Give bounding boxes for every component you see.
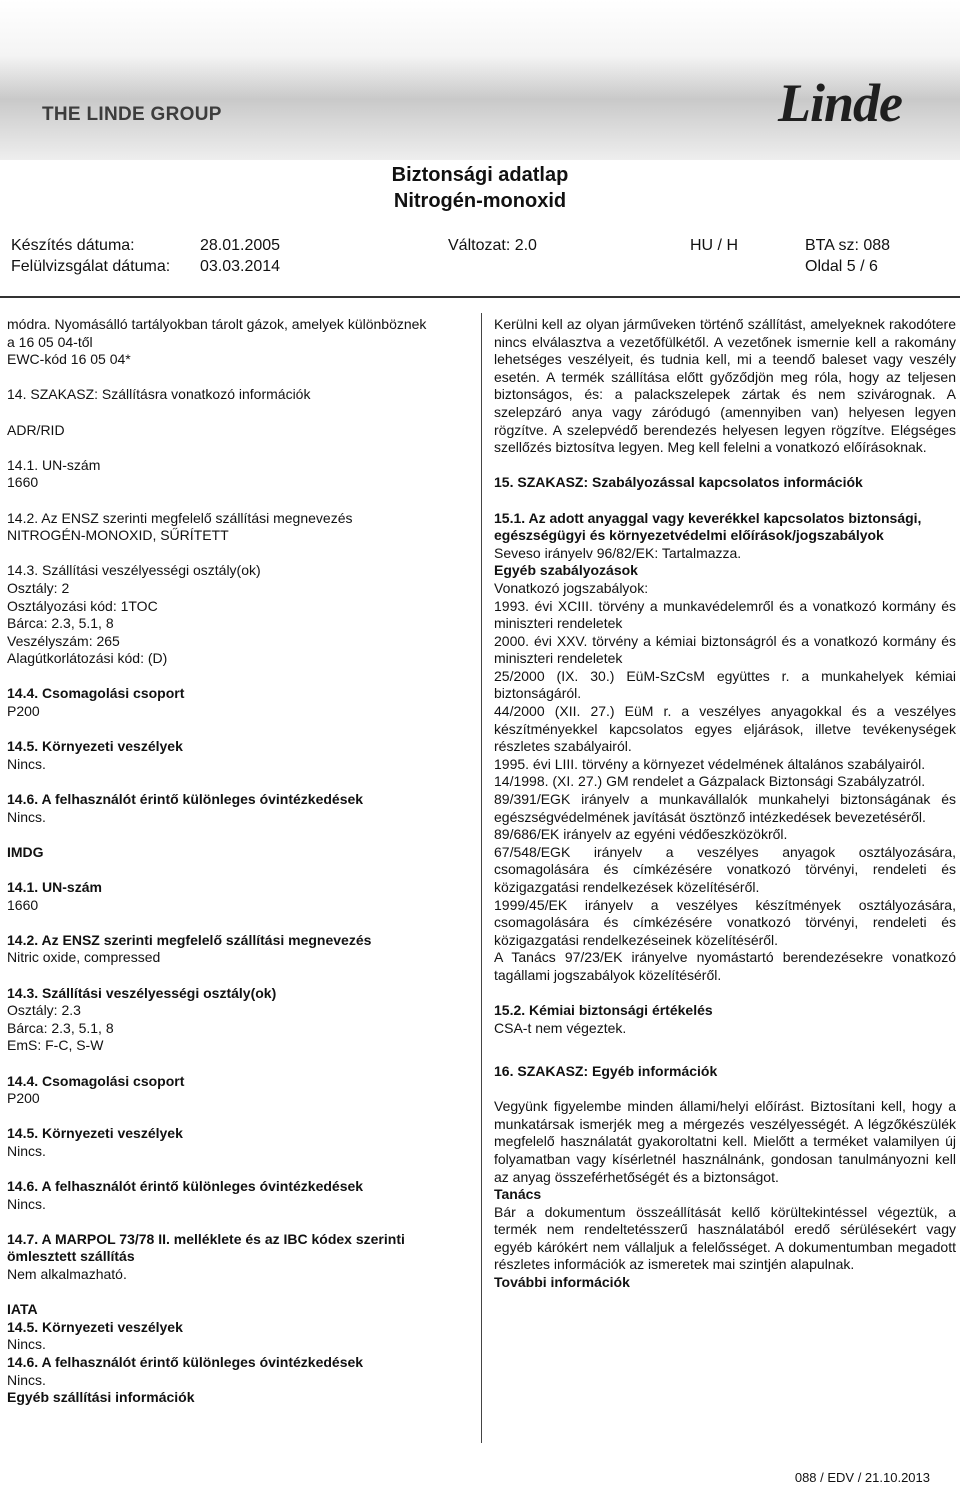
imdg-un-number-value: 1660 xyxy=(7,896,39,913)
imdg-env-hazards-value: Nincs. xyxy=(7,1142,46,1159)
adr-precautions-value: Nincs. xyxy=(7,808,46,825)
law-item: 44/2000 (XII. 27.) EüM r. a veszélyes anyagokkal és a veszélyes készítményekkel kapcsolatos egyes eljárások, illetve tevékenységek részletes szabályairól. xyxy=(494,703,956,755)
iata-title: IATA xyxy=(7,1301,38,1318)
created-date-value: 28.01.2005 xyxy=(200,237,281,254)
country-code: HU / H xyxy=(690,237,738,254)
footer-code: 088 / EDV / 21.10.2013 xyxy=(794,1470,930,1485)
adr-packing-group-title: 14.4. Csomagolási csoport xyxy=(7,685,185,702)
law-item: 25/2000 (IX. 30.) EüM-SzCsM együttes r. a munkahelyek kémiai biztonságáról. xyxy=(494,667,956,702)
right-column xyxy=(494,316,956,1292)
created-date-label: Készítés dátuma: xyxy=(11,237,135,254)
linde-logo: Linde xyxy=(778,73,902,133)
adr-un-number-title: 14.1. UN-szám xyxy=(7,456,101,473)
section-15-title: 15. SZAKASZ: Szabályozással kapcsolatos információk xyxy=(494,474,863,491)
imdg-shipping-name-title: 14.2. Az ENSZ szerinti megfelelő szállítási megnevezés xyxy=(7,931,372,948)
imdg-hazard-class-line: Osztály: 2.3 xyxy=(7,1002,81,1019)
section-14-title: 14. SZAKASZ: Szállításra vonatkozó információk xyxy=(7,386,311,403)
section-16-title: 16. SZAKASZ: Egyéb információk xyxy=(494,1062,718,1079)
reviewed-date-value: 03.03.2014 xyxy=(200,258,281,275)
reviewed-date-label: Felülvizsgálat dátuma: xyxy=(11,258,171,275)
seveso-directive: Seveso irányelv 96/82/EK: Tartalmazza. xyxy=(494,544,742,561)
adr-packing-group-value: P200 xyxy=(7,703,40,720)
document-subtitle: Nitrogén-monoxid xyxy=(393,190,567,212)
other-regulations-title: Egyéb szabályozások xyxy=(494,562,638,579)
adr-hazard-class-line: Veszélyszám: 265 xyxy=(7,632,120,649)
iata-precautions-title: 14.6. A felhasználót érintő különleges óvintézkedések xyxy=(7,1354,364,1371)
adr-title: ADR/RID xyxy=(7,421,65,438)
imdg-hazard-class-line: Bárca: 2.3, 5.1, 8 xyxy=(7,1019,114,1036)
section-15-2-value: CSA-t nem végeztek. xyxy=(494,1019,627,1036)
version-label: Változat: 2.0 xyxy=(448,237,537,254)
adr-hazard-class-line: Osztály: 2 xyxy=(7,579,70,596)
imdg-env-hazards-title: 14.5. Környezeti veszélyek xyxy=(7,1125,183,1142)
adr-hazard-class-line: Alagútkorlátozási kód: (D) xyxy=(7,650,168,667)
marpol-title: 14.7. A MARPOL 73/78 II. melléklete és az IBC kódex szerinti ömlesztett szállítás xyxy=(7,1230,405,1265)
imdg-hazard-class-line: EmS: F-C, S-W xyxy=(7,1037,104,1054)
iata-env-hazards-value: Nincs. xyxy=(7,1336,46,1353)
iata-precautions-value: Nincs. xyxy=(7,1371,46,1388)
law-item: 1999/45/EK irányelv a veszélyes készítmények osztályozására, csomagolására és címkézésére vonatkozó törvényi, rendeleti és közigazgatási rendelkezéseinek közelítéséről. xyxy=(494,896,956,948)
adr-env-hazards-title: 14.5. Környezeti veszélyek xyxy=(7,738,183,755)
law-item: 1995. évi LIII. törvény a környezet védelmének általános szabályairól. xyxy=(494,755,926,772)
document-title: Biztonsági adatlap xyxy=(391,164,569,186)
imdg-precautions-title: 14.6. A felhasználót érintő különleges óvintézkedések xyxy=(7,1178,364,1195)
imdg-precautions-value: Nincs. xyxy=(7,1195,46,1212)
intro-line: módra. Nyomásálló tartályokban tárolt gázok, amelyek különböznek xyxy=(7,316,427,332)
law-item: 89/391/EGK irányelv a munkavállalók munkahelyi biztonságának és egészségvédelmének javítását ösztönző intézkedések bevezetéséről. xyxy=(494,791,956,825)
intro-line: a 16 05 04-től xyxy=(7,333,93,350)
law-item: 1993. évi XCIII. törvény a munkavédelemről és a vonatkozó kormány és miniszteri rendeletek xyxy=(494,597,956,632)
column-divider xyxy=(481,313,482,1443)
imdg-shipping-name-value: Nitric oxide, compressed xyxy=(7,949,161,966)
other-transport-title: Egyéb szállítási információk xyxy=(7,1389,195,1406)
imdg-packing-group-title: 14.4. Csomagolási csoport xyxy=(7,1072,185,1089)
law-item: 2000. évi XXV. törvény a kémiai biztonságról és a vonatkozó kormány és miniszteri rendeletek xyxy=(494,632,956,667)
related-laws-label: Vonatkozó jogszabályok: xyxy=(494,579,649,596)
further-info-title: További információk xyxy=(494,1274,630,1291)
adr-shipping-name-value: NITROGÉN-MONOXID, SŰRÍTETT xyxy=(7,527,229,544)
adr-shipping-name-title: 14.2. Az ENSZ szerinti megfelelő szállítási megnevezés xyxy=(7,509,353,526)
imdg-packing-group-value: P200 xyxy=(7,1090,40,1107)
marpol-value: Nem alkalmazható. xyxy=(7,1266,127,1283)
imdg-hazard-class-title: 14.3. Szállítási veszélyességi osztály(ok) xyxy=(7,984,277,1001)
ewc-code: EWC-kód 16 05 04* xyxy=(7,351,131,368)
adr-hazard-class-title: 14.3. Szállítási veszélyességi osztály(ok) xyxy=(7,562,261,579)
adr-un-number-value: 1660 xyxy=(7,474,39,491)
imdg-un-number-title: 14.1. UN-szám xyxy=(7,879,102,895)
advice-paragraph: Bár a dokumentum összeállítását kellő körültekintéssel végeztük, a termék nem rendeltetésszerű használatából eredő sérülésekért vagy egyéb kárókért nem vállaljuk a felelősséget. A dokumentumban megadott részletes információk az ismeretek mai szintjén alapulnak. xyxy=(494,1203,956,1273)
section-16-paragraph: Vegyünk figyelembe minden állami/helyi előírást. Biztosítani kell, hogy a munkatársak ismerjék meg a mérgezés veszélyességét. A légzőkészülék megfelelő használatát gyakoroltatni kell. Mielőtt a terméket valamilyen új folyamatban vagy kísérletnél használnánk, gondosan tanulmányozni kell az anyag összeférhetőségét és a biztonságot. xyxy=(494,1098,956,1185)
page-number: Oldal 5 / 6 xyxy=(805,258,878,275)
adr-hazard-class-line: Bárca: 2.3, 5.1, 8 xyxy=(7,615,114,632)
bta-number: BTA sz: 088 xyxy=(805,237,891,254)
law-item: 89/686/EK irányelv az egyéni védőeszközökről. xyxy=(494,826,788,843)
adr-env-hazards-value: Nincs. xyxy=(7,755,46,772)
header-rule xyxy=(0,296,960,298)
advice-title: Tanács xyxy=(494,1186,542,1203)
section-15-1-title: 15.1. Az adott anyaggal vagy keverékkel kapcsolatos biztonsági, egészségügyi és környezetvédelmi előírások/jogszabályok xyxy=(494,509,922,544)
law-item: 14/1998. (XI. 27.) GM rendelet a Gázpalack Biztonsági Szabályzatról. xyxy=(494,773,926,790)
imdg-title: IMDG xyxy=(7,843,44,860)
left-column xyxy=(7,316,467,1407)
law-item: 67/548/EGK irányelv a veszélyes anyagok osztályozására, csomagolására és címkézésére vonatkozó törvényi, rendeleti és közigazgatási rendelkezések közelítéséről. xyxy=(494,843,956,895)
section-15-2-title: 15.2. Kémiai biztonsági értékelés xyxy=(494,1002,713,1019)
adr-precautions-title: 14.6. A felhasználót érintő különleges óvintézkedések xyxy=(7,791,364,808)
law-item: A Tanács 97/23/EK irányelve nyomástartó berendezésekre vonatkozó tagállami jogszabályok közelítéséről. xyxy=(494,949,956,983)
adr-hazard-class-line: Osztályozási kód: 1TOC xyxy=(7,597,158,614)
transport-paragraph: Kerülni kell az olyan járműveken történő szállítást, amelyeknek rakodótere nincs elválasztva a vezetőfülkétől. A vezetőnek ismernie kell a rakomány lehetséges veszélyeit, és tudnia kell, mi a teendő baleset vagy veszély esetén. A termék szállítása előtt győződjön meg róla, hogy az teljesen biztonságos, és: a palackszelepek zártak és nem szivárognak. A szelepzáró anya vagy záródugó (amennyiben van) helyesen legyen rögzítve. A szelepvédő berendezés helyesen legyen rögzítve. Elégséges szellőzés biztosítva legyen. Meg kell felelni a vonatkozó előírásoknak. xyxy=(494,316,956,456)
linde-group-wordmark: THE LINDE GROUP xyxy=(42,104,222,125)
iata-env-hazards-title: 14.5. Környezeti veszélyek xyxy=(7,1318,183,1335)
